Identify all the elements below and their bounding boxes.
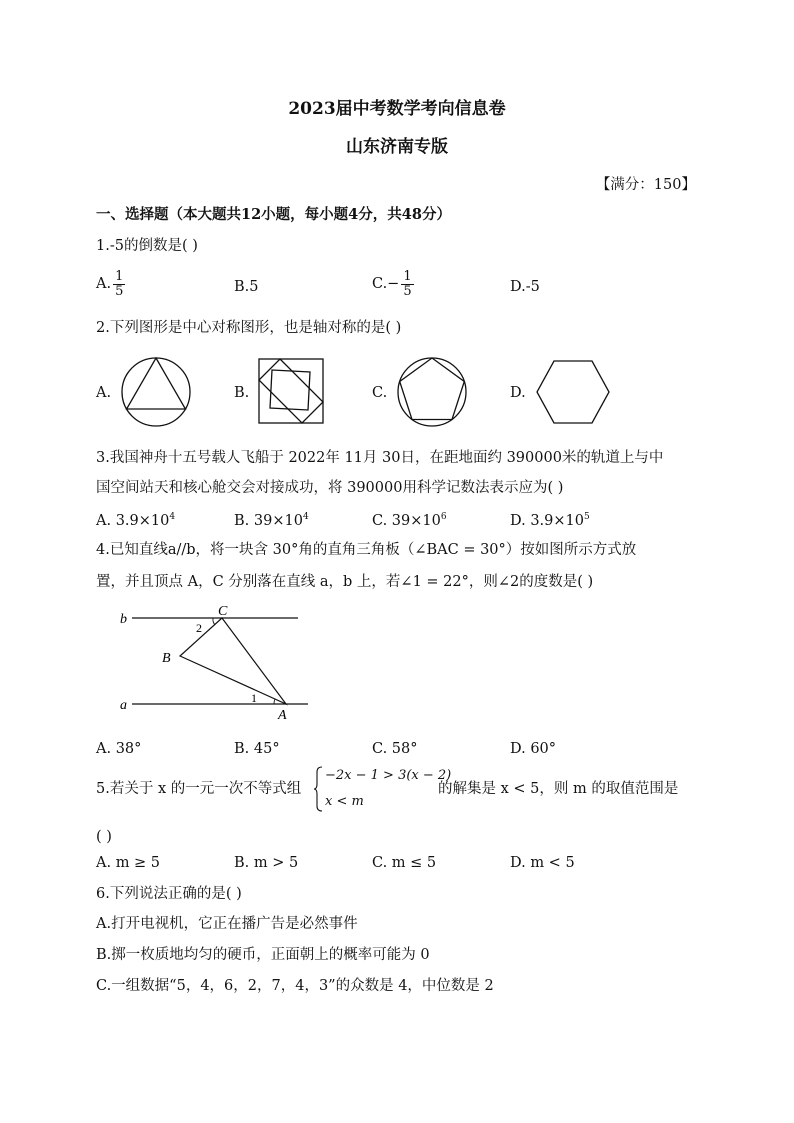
q1-c-prefix: C.− (372, 276, 400, 293)
exam-title: 2023届中考数学考向信息卷 (288, 99, 506, 119)
q3-stem-line2: 国空间站天和核心舱交会对接成功，将 390000用科学记数法表示应为( ) (96, 480, 564, 496)
exam-subtitle: 山东济南专版 (346, 137, 448, 157)
q1-option-b[interactable]: B.5 (234, 279, 259, 295)
q1-c-numerator: 1 (403, 269, 412, 284)
q6-option-b[interactable]: B.掷一枚质地均匀的硬币，正面朝上的概率可能为 0 (96, 947, 430, 963)
q3-option-c[interactable] (372, 513, 447, 528)
q4-figure (116, 602, 316, 724)
q4-option-b[interactable]: B. 45° (234, 741, 280, 757)
line-b-label: b (120, 612, 127, 627)
angle-1-label: 1 (251, 691, 257, 705)
q3-d-text: D. 3.9×10 (510, 512, 584, 529)
hexagon-figure (536, 360, 610, 424)
q3-stem-line1: 3.我国神舟十五号载人飞船于 2022年 11月 30日，在距地面约 390000米的轨道上与中 (96, 450, 664, 466)
inequality-1: −2x − 1 > 3(x − 2) (325, 768, 452, 783)
vertex-b-label: B (162, 651, 171, 666)
q2-figure-b (258, 358, 324, 424)
left-brace-icon (313, 766, 323, 812)
q1-option-c[interactable] (372, 270, 416, 298)
q5-paren: ( ) (96, 829, 112, 845)
vertex-a-label: A (278, 708, 287, 723)
q3-b-exponent: 4 (302, 512, 309, 522)
circle-pentagon-figure (396, 356, 468, 428)
circle-triangle-figure (120, 356, 192, 428)
q1-a-denominator: 5 (115, 283, 124, 299)
q5-option-c[interactable]: C. m ≤ 5 (372, 855, 437, 871)
q5-option-d[interactable]: D. m < 5 (510, 855, 575, 871)
q2-figure-d (536, 360, 610, 424)
q3-option-d[interactable] (510, 513, 590, 528)
q1-c-denominator: 5 (403, 283, 412, 299)
q1-a-numerator: 1 (115, 269, 124, 284)
section-heading: 一、选择题（本大题共12小题，每小题4分，共48分） (96, 206, 451, 223)
q4-option-d[interactable]: D. 60° (510, 741, 557, 757)
q5-option-b[interactable]: B. m > 5 (234, 855, 299, 871)
q1-option-a[interactable] (96, 270, 127, 298)
q2-option-c[interactable]: C. (372, 385, 388, 401)
q4-option-c[interactable]: C. 58° (372, 741, 418, 757)
q4-option-a[interactable]: A. 38° (96, 741, 142, 757)
q2-option-d[interactable]: D. (510, 385, 526, 401)
q6-option-a[interactable]: A.打开电视机，它正在播广告是必然事件 (96, 916, 358, 932)
q2-stem: 2.下列图形是中心对称图形，也是轴对称的是( ) (96, 320, 402, 336)
angle-2-label: 2 (196, 621, 202, 635)
parallel-lines-triangle-figure (116, 602, 316, 724)
q3-a-text: A. 3.9×10 (96, 512, 170, 529)
vertex-c-label: C (218, 604, 228, 619)
q3-option-b[interactable] (234, 513, 309, 528)
inequality-2: x < m (325, 794, 364, 809)
q2-figure-a (120, 356, 192, 428)
q5-stem-post: 的解集是 x < 5，则 m 的取值范围是 (438, 781, 679, 797)
q3-d-exponent: 5 (584, 512, 590, 522)
q3-option-a[interactable] (96, 513, 175, 528)
q1-option-d[interactable]: D.-5 (510, 279, 540, 295)
q2-option-b[interactable]: B. (234, 385, 250, 401)
q1-stem: 1.-5的倒数是( ) (96, 238, 198, 254)
full-score: 【满分：150】 (595, 177, 696, 193)
q3-a-exponent: 4 (169, 512, 176, 522)
q5-option-a[interactable]: A. m ≥ 5 (96, 855, 161, 871)
q2-figure-c (396, 356, 468, 428)
q2-option-a[interactable]: A. (96, 385, 112, 401)
q3-c-text: C. 39×10 (372, 512, 441, 529)
line-a-label: a (120, 698, 127, 713)
q3-b-text: B. 39×10 (234, 512, 303, 529)
q1-c-fraction (401, 270, 413, 298)
q6-stem: 6.下列说法正确的是( ) (96, 886, 242, 902)
q6-option-c[interactable]: C.一组数据“5，4，6，2，7，4，3”的众数是 4，中位数是 2 (96, 978, 494, 994)
q1-a-fraction (113, 270, 125, 298)
q4-stem-line1: 4.已知直线a//b，将一块含 30°角的直角三角板（∠BAC = 30°）按如图所示方式放 (96, 542, 637, 558)
q1-a-prefix: A. (96, 276, 112, 293)
q4-stem-line2: 置，并且顶点 A，C 分别落在直线 a，b 上，若∠1 = 22°，则∠2的度数是( ) (96, 574, 594, 590)
q5-stem-pre: 5.若关于 x 的一元一次不等式组 (96, 781, 302, 797)
q3-c-exponent: 6 (440, 512, 447, 522)
nested-squares-figure (258, 358, 324, 424)
